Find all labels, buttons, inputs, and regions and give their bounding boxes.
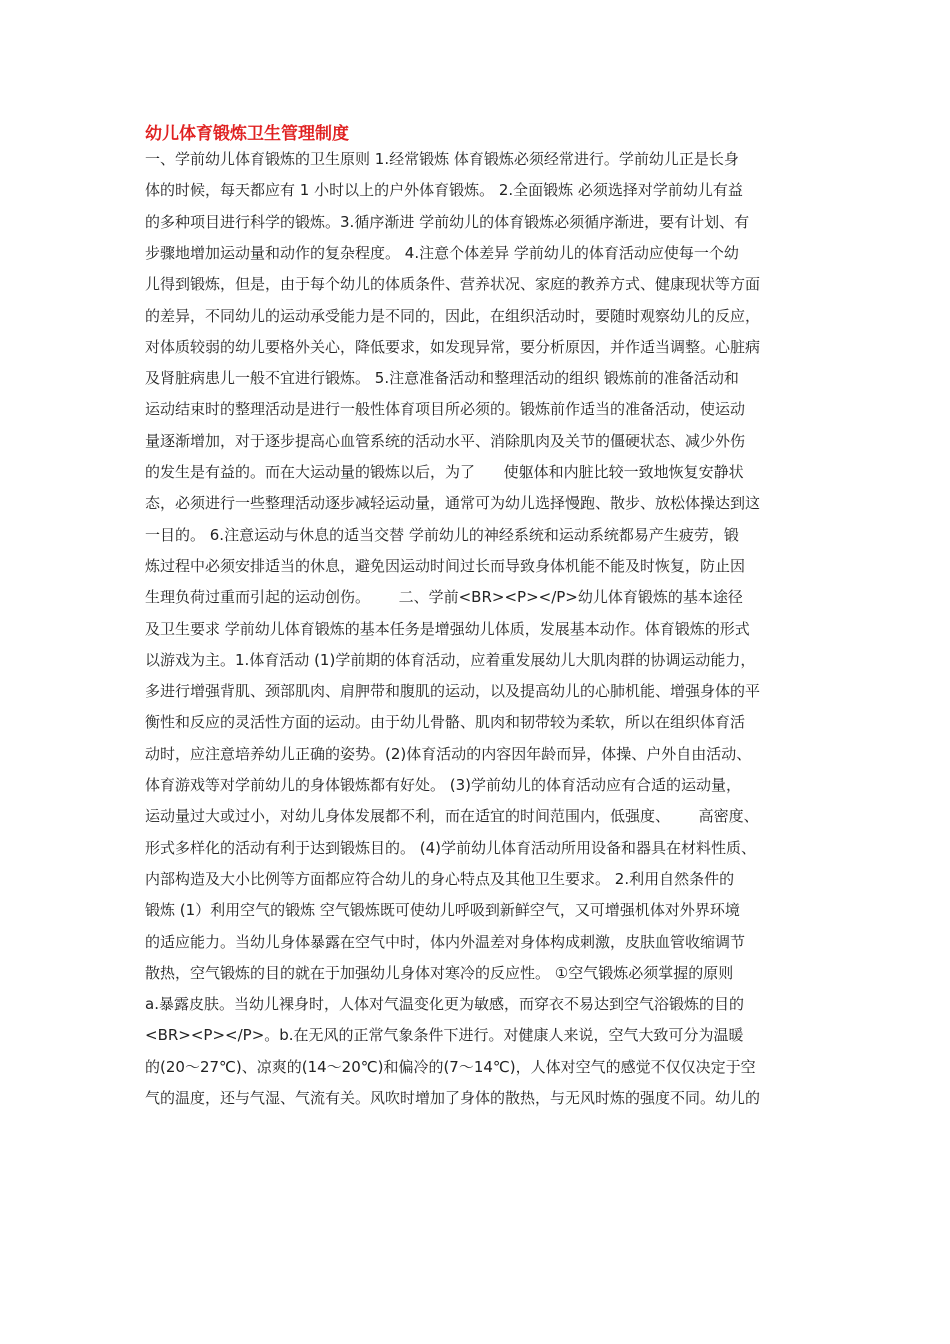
body-text-line: 内部构造及大小比例等方面都应符合幼儿的身心特点及其他卫生要求。 2.利用自然条件的 (145, 869, 735, 888)
body-text-line: 对体质较弱的幼儿要格外关心，降低要求，如发现异常，要分析原因，并作适当调整。心脏病 (145, 337, 761, 356)
body-text-line: 态，必须进行一些整理活动逐步减轻运动量，通常可为幼儿选择慢跑、散步、放松体操达到这 (145, 494, 761, 513)
body-text-line: 的发生是有益的。而在大运动量的锻炼以后，为了 使躯体和内脏比较一致地恢复安静状 (145, 463, 744, 481)
document-title: 幼儿体育锻炼卫生管理制度 (145, 124, 349, 144)
body-text-line: 体的时候，每天都应有 1 小时以上的户外体育锻炼。 2.全面锻炼 必须选择对学前幼儿有益 (145, 181, 743, 200)
body-text-line: 生理负荷过重而引起的运动创伤。 二、学前<BR><P></P>幼儿体育锻炼的基本途径 (145, 588, 743, 607)
body-text-line: <BR><P></P>。b.在无风的正常气象条件下进行。对健康人来说，空气大致可分为温暖 (145, 1026, 744, 1045)
body-text-line: 的适应能力。当幼儿身体暴露在空气中时，体内外温差对身体构成刺激，皮肤血管收缩调节 (145, 932, 746, 951)
body-text-line: a.暴露皮肤。当幼儿裸身时，人体对气温变化更为敏感，而穿衣不易达到空气浴锻炼的目的 (145, 995, 744, 1014)
body-text-line: 炼过程中必须安排适当的休息，避免因运动时间过长而导致身体机能不能及时恢复，防止因 (145, 556, 746, 575)
body-text-line: 散热，空气锻炼的目的就在于加强幼儿身体对寒冷的反应性。 ①空气锻炼必须掌握的原则 (145, 963, 734, 982)
body-text-line: 一、学前幼儿体育锻炼的卫生原则 1.经常锻炼 体育锻炼必须经常进行。学前幼儿正是长身 (145, 150, 739, 168)
body-text-line: 气的温度，还与气湿、气流有关。风吹时增加了身体的散热，与无风时炼的强度不同。幼儿的 (145, 1089, 761, 1107)
body-text-line: 以游戏为主。1.体育活动 (1)学前期的体育活动，应着重发展幼儿大肌肉群的协调运动能力， (145, 650, 756, 669)
body-text-line: 步骤地增加运动量和动作的复杂程度。 4.注意个体差异 学前幼儿的体育活动应使每一个幼 (145, 243, 739, 262)
body-text-line: 及卫生要求 学前幼儿体育锻炼的基本任务是增强幼儿体质，发展基本动作。体育锻炼的形式 (145, 619, 750, 638)
body-text-line: 衡性和反应的灵活性方面的运动。由于幼儿骨骼、肌肉和韧带较为柔软，所以在组织体育活 (145, 713, 746, 732)
body-text-line: 动时，应注意培养幼儿正确的姿势。(2)体育活动的内容因年龄而异，体操、户外自由活动、 (145, 744, 752, 763)
body-text-line: 的差异，不同幼儿的运动承受能力是不同的，因此，在组织活动时，要随时观察幼儿的反应， (145, 306, 761, 325)
body-text-line: 形式多样化的活动有利于达到锻炼目的。 (4)学前幼儿体育活动所用设备和器具在材料性质、 (145, 838, 757, 857)
body-text-line: 及肾脏病患儿一般不宜进行锻炼。 5.注意准备活动和整理活动的组织 锻炼前的准备活动和 (145, 369, 739, 388)
body-text-line: 的(20～27℃)、凉爽的(14～20℃)和偏冷的(7～14℃)，人体对空气的感觉不仅仅决定于空 (145, 1057, 756, 1076)
body-text-line: 体育游戏等对学前幼儿的身体锻炼都有好处。 (3)学前幼儿的体育活动应有合适的运动量， (145, 776, 742, 794)
body-text-line: 锻炼 (1）利用空气的锻炼 空气锻炼既可使幼儿呼吸到新鲜空气，又可增强机体对外界环境 (145, 901, 740, 920)
body-text-line: 儿得到锻炼，但是，由于每个幼儿的体质条件、营养状况、家庭的教养方式、健康现状等方面 (145, 275, 761, 294)
body-text-line: 量逐渐增加，对于逐步提高心血管系统的活动水平、消除肌肉及关节的僵硬状态、减少外伤 (145, 431, 746, 450)
body-text-line: 运动量过大或过小，对幼儿身体发展都不利，而在适宜的时间范围内，低强度、 高密度、 (145, 807, 759, 826)
body-text-line: 一目的。 6.注意运动与休息的适当交替 学前幼儿的神经系统和运动系统都易产生疲劳，锻 (145, 525, 739, 544)
body-text-line: 多进行增强背肌、颈部肌肉、肩胛带和腹肌的运动，以及提高幼儿的心肺机能、增强身体的平 (145, 682, 761, 701)
body-text-line: 的多种项目进行科学的锻炼。3.循序渐进 学前幼儿的体育锻炼必须循序渐进，要有计划、有 (145, 212, 750, 231)
body-text-line: 运动结束时的整理活动是进行一般性体育项目所必须的。锻炼前作适当的准备活动，使运动 (145, 400, 746, 419)
